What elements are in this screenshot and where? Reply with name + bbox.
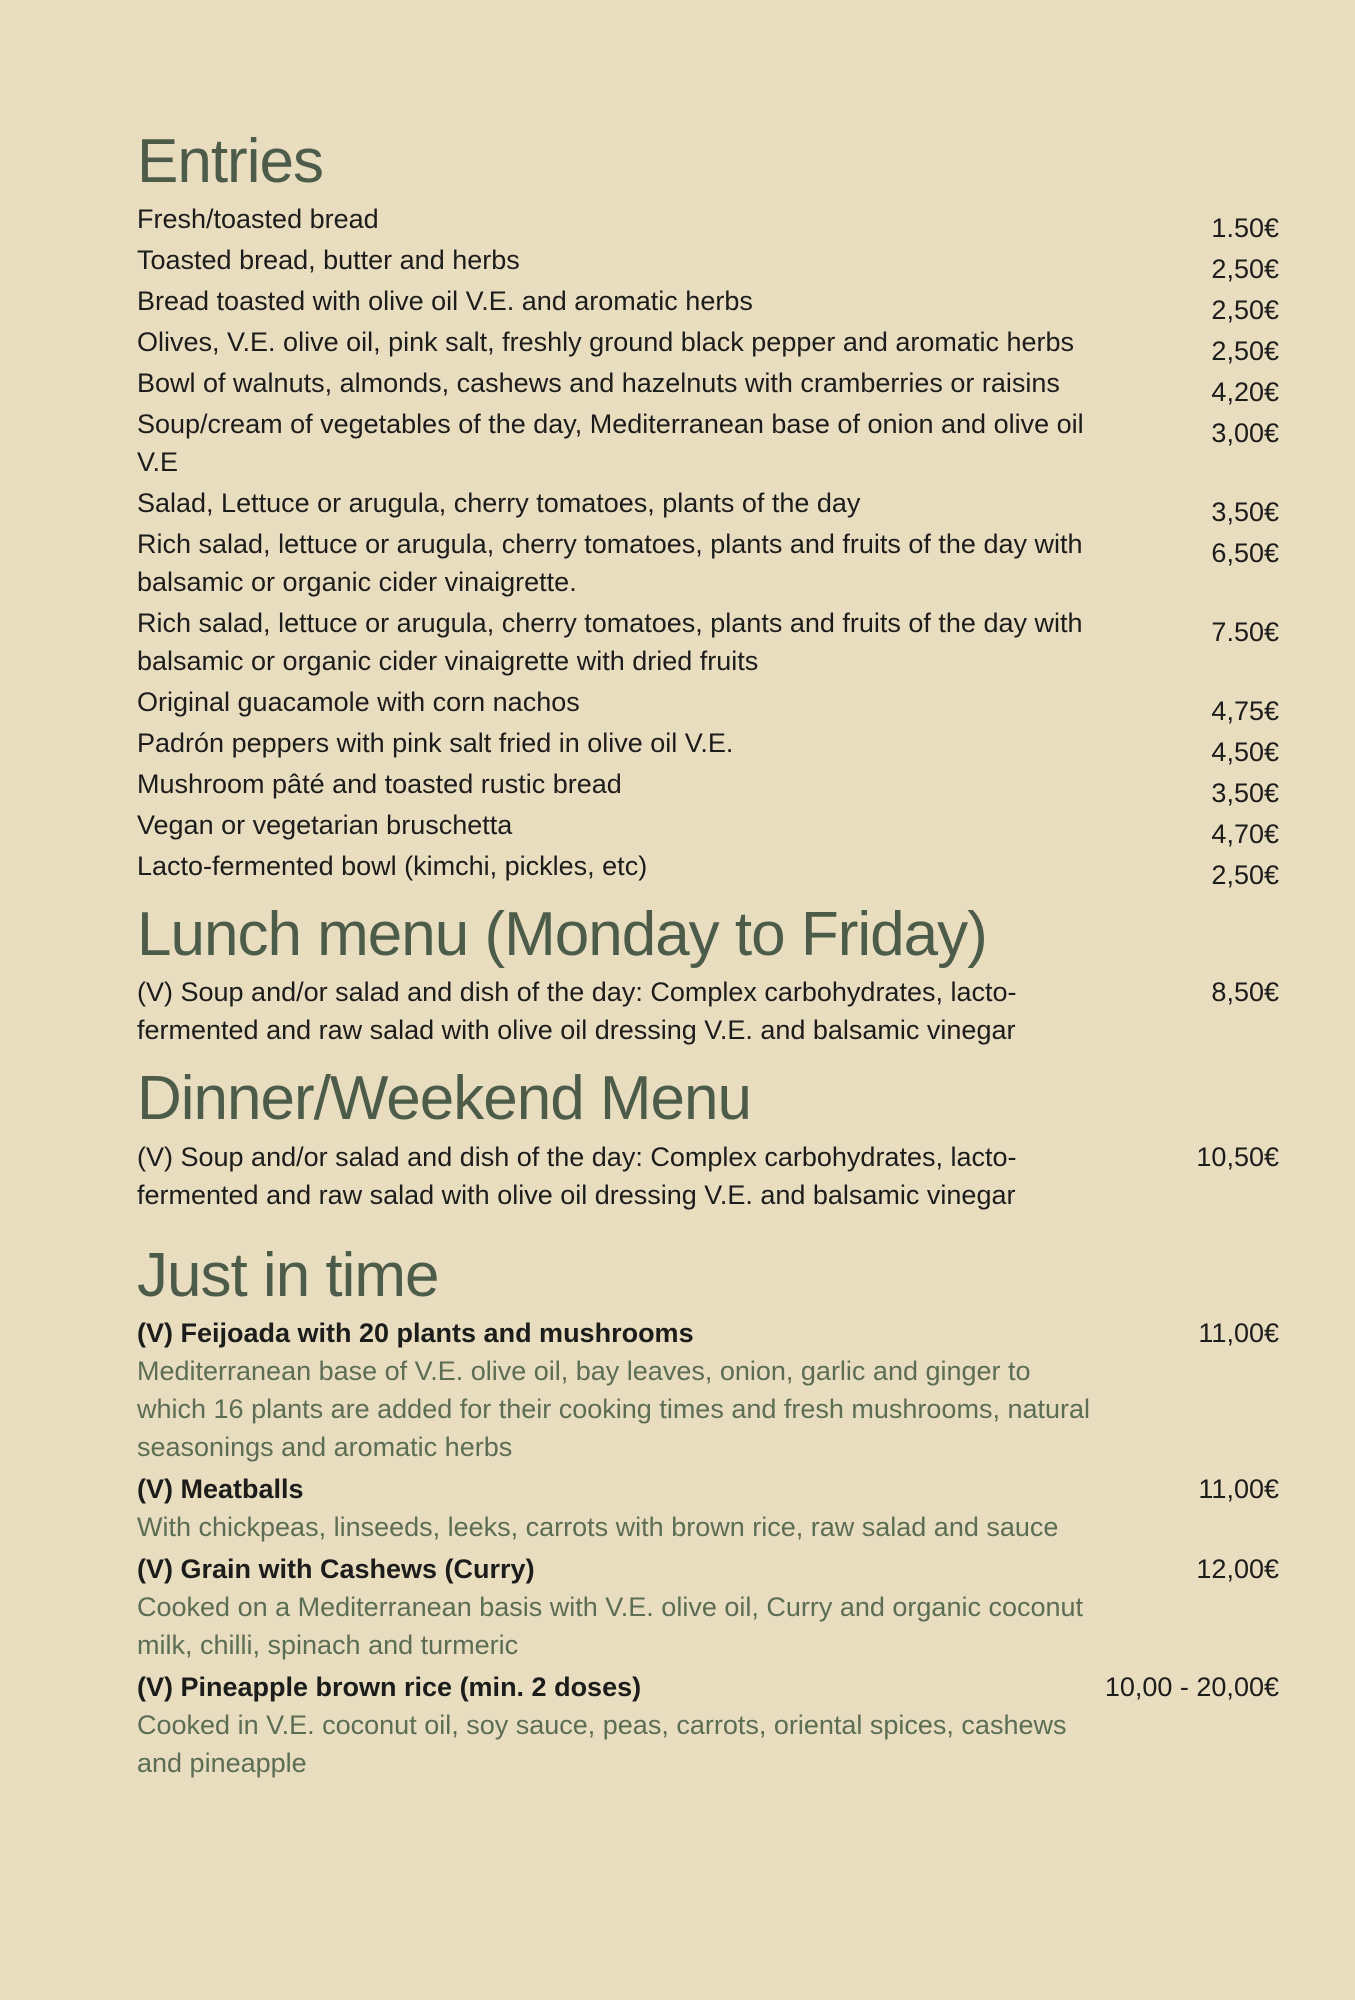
menu-item [137, 241, 1279, 285]
item-text [137, 405, 1099, 481]
item-name: Original guacamole with corn nachos [137, 687, 580, 718]
menu-page [137, 128, 1279, 1782]
item-price: 2,50€ [1211, 254, 1279, 285]
item-name: Mushroom pâté and toasted rustic bread [137, 769, 622, 800]
menu-item [137, 1138, 1279, 1214]
menu-item [137, 604, 1279, 680]
menu-item [137, 847, 1279, 891]
item-text [137, 323, 1099, 361]
item-text [137, 241, 1099, 279]
item-name: Salad, Lettuce or arugula, cherry tomatoes, plants of the day [137, 488, 861, 519]
menu-item [137, 323, 1279, 367]
menu-item [137, 200, 1279, 244]
item-price: 8,50€ [1211, 977, 1279, 1008]
section-title: Just in time [137, 1240, 439, 1310]
menu-item [137, 683, 1279, 727]
item-price: 4,70€ [1211, 819, 1279, 850]
item-price: 6,50€ [1211, 538, 1279, 569]
section-title: Lunch menu (Monday to Friday) [137, 900, 987, 970]
menu-item [137, 1314, 1279, 1466]
item-text [137, 973, 1099, 1049]
menu-item [137, 806, 1279, 850]
item-name: Rich salad, lettuce or arugula, cherry tomatoes, plants and fruits of the day with balsamic or organic cider vinaigrette. [137, 529, 1083, 598]
item-text [137, 847, 1099, 885]
menu-section [137, 1242, 1279, 1782]
item-price: 11,00€ [1198, 1317, 1279, 1348]
item-name: (V) Pineapple brown rice (min. 2 doses) [137, 1671, 642, 1702]
item-price: 2,50€ [1211, 336, 1279, 367]
menu-section [137, 127, 1279, 891]
item-name: (V) Grain with Cashews (Curry) [137, 1553, 535, 1584]
item-name: (V) Meatballs [137, 1473, 304, 1504]
item-price: 3,50€ [1211, 497, 1279, 528]
item-price: 12,00€ [1196, 1553, 1279, 1584]
item-price: 10,50€ [1196, 1141, 1279, 1172]
item-price: 4,75€ [1211, 696, 1279, 727]
item-price: 3,50€ [1211, 778, 1279, 809]
menu-item [137, 484, 1279, 528]
item-price: 11,00€ [1198, 1473, 1279, 1504]
menu-section [137, 1065, 1279, 1213]
menu-item [137, 1470, 1279, 1546]
item-text [137, 1550, 1099, 1664]
item-text [137, 364, 1099, 402]
item-price: 2,50€ [1211, 295, 1279, 326]
item-name: Soup/cream of vegetables of the day, Mediterranean base of onion and olive oil V.E [137, 409, 1084, 478]
item-description: With chickpeas, linseeds, leeks, carrots with brown rice, raw salad and sauce [137, 1511, 1059, 1542]
item-name: Fresh/toasted bread [137, 204, 379, 235]
item-price: 10,00 - 20,00€ [1104, 1671, 1279, 1702]
item-price: 7.50€ [1211, 617, 1279, 648]
menu-item [137, 973, 1279, 1049]
item-name: Olives, V.E. olive oil, pink salt, freshly ground black pepper and aromatic herbs [137, 327, 1074, 358]
menu-item [137, 1550, 1279, 1664]
menu-item [137, 525, 1279, 601]
item-name: (V) Soup and/or salad and dish of the day: Complex carbohydrates, lacto-fermented and raw salad with olive oil dressing V.E. and balsamic vinegar [137, 1141, 1017, 1210]
item-text [137, 724, 1099, 762]
item-text [137, 1138, 1099, 1214]
item-price: 4,50€ [1211, 737, 1279, 768]
menu-section [137, 901, 1279, 1049]
item-text [137, 604, 1099, 680]
section-title: Entries [137, 127, 323, 196]
menu-item [137, 724, 1279, 768]
item-text [137, 1668, 1099, 1782]
item-text [137, 1470, 1099, 1546]
item-text [137, 484, 1099, 522]
item-text [137, 1314, 1099, 1466]
item-price: 2,50€ [1211, 860, 1279, 891]
item-name: (V) Feijoada with 20 plants and mushrooms [137, 1317, 694, 1348]
menu-item [137, 765, 1279, 809]
item-text [137, 806, 1099, 844]
item-price: 1.50€ [1211, 213, 1279, 244]
item-text [137, 282, 1099, 320]
item-name: Vegan or vegetarian bruschetta [137, 810, 513, 841]
menu-item [137, 405, 1279, 481]
item-text [137, 683, 1099, 721]
item-text [137, 200, 1099, 238]
item-text [137, 525, 1099, 601]
item-name: Toasted bread, butter and herbs [137, 245, 520, 276]
menu-item [137, 1668, 1279, 1782]
section-title: Dinner/Weekend Menu [137, 1064, 751, 1134]
item-name: Rich salad, lettuce or arugula, cherry tomatoes, plants and fruits of the day with balsamic or organic cider vinaigrette with dried fruits [137, 608, 1083, 677]
item-price: 4,20€ [1211, 377, 1279, 408]
menu-sections [137, 128, 1279, 1782]
item-description: Mediterranean base of V.E. olive oil, bay leaves, onion, garlic and ginger to which 16 plants are added for their cooking times and fresh mushrooms, natural seasonings and aromatic herbs [137, 1355, 1091, 1462]
item-name: Bowl of walnuts, almonds, cashews and hazelnuts with cramberries or raisins [137, 368, 1060, 399]
item-price: 3,00€ [1211, 418, 1279, 449]
item-description: Cooked on a Mediterranean basis with V.E. olive oil, Curry and organic coconut milk, chilli, spinach and turmeric [137, 1591, 1084, 1660]
item-description: Cooked in V.E. coconut oil, soy sauce, peas, carrots, oriental spices, cashews and pineapple [137, 1709, 1067, 1778]
item-name: (V) Soup and/or salad and dish of the day: Complex carbohydrates, lacto-fermented and raw salad with olive oil dressing V.E. and balsamic vinegar [137, 977, 1017, 1046]
menu-item [137, 282, 1279, 326]
item-name: Lacto-fermented bowl (kimchi, pickles, etc) [137, 851, 648, 882]
menu-item [137, 364, 1279, 408]
item-text [137, 765, 1099, 803]
item-name: Padrón peppers with pink salt fried in olive oil V.E. [137, 728, 734, 759]
item-name: Bread toasted with olive oil V.E. and aromatic herbs [137, 286, 753, 317]
